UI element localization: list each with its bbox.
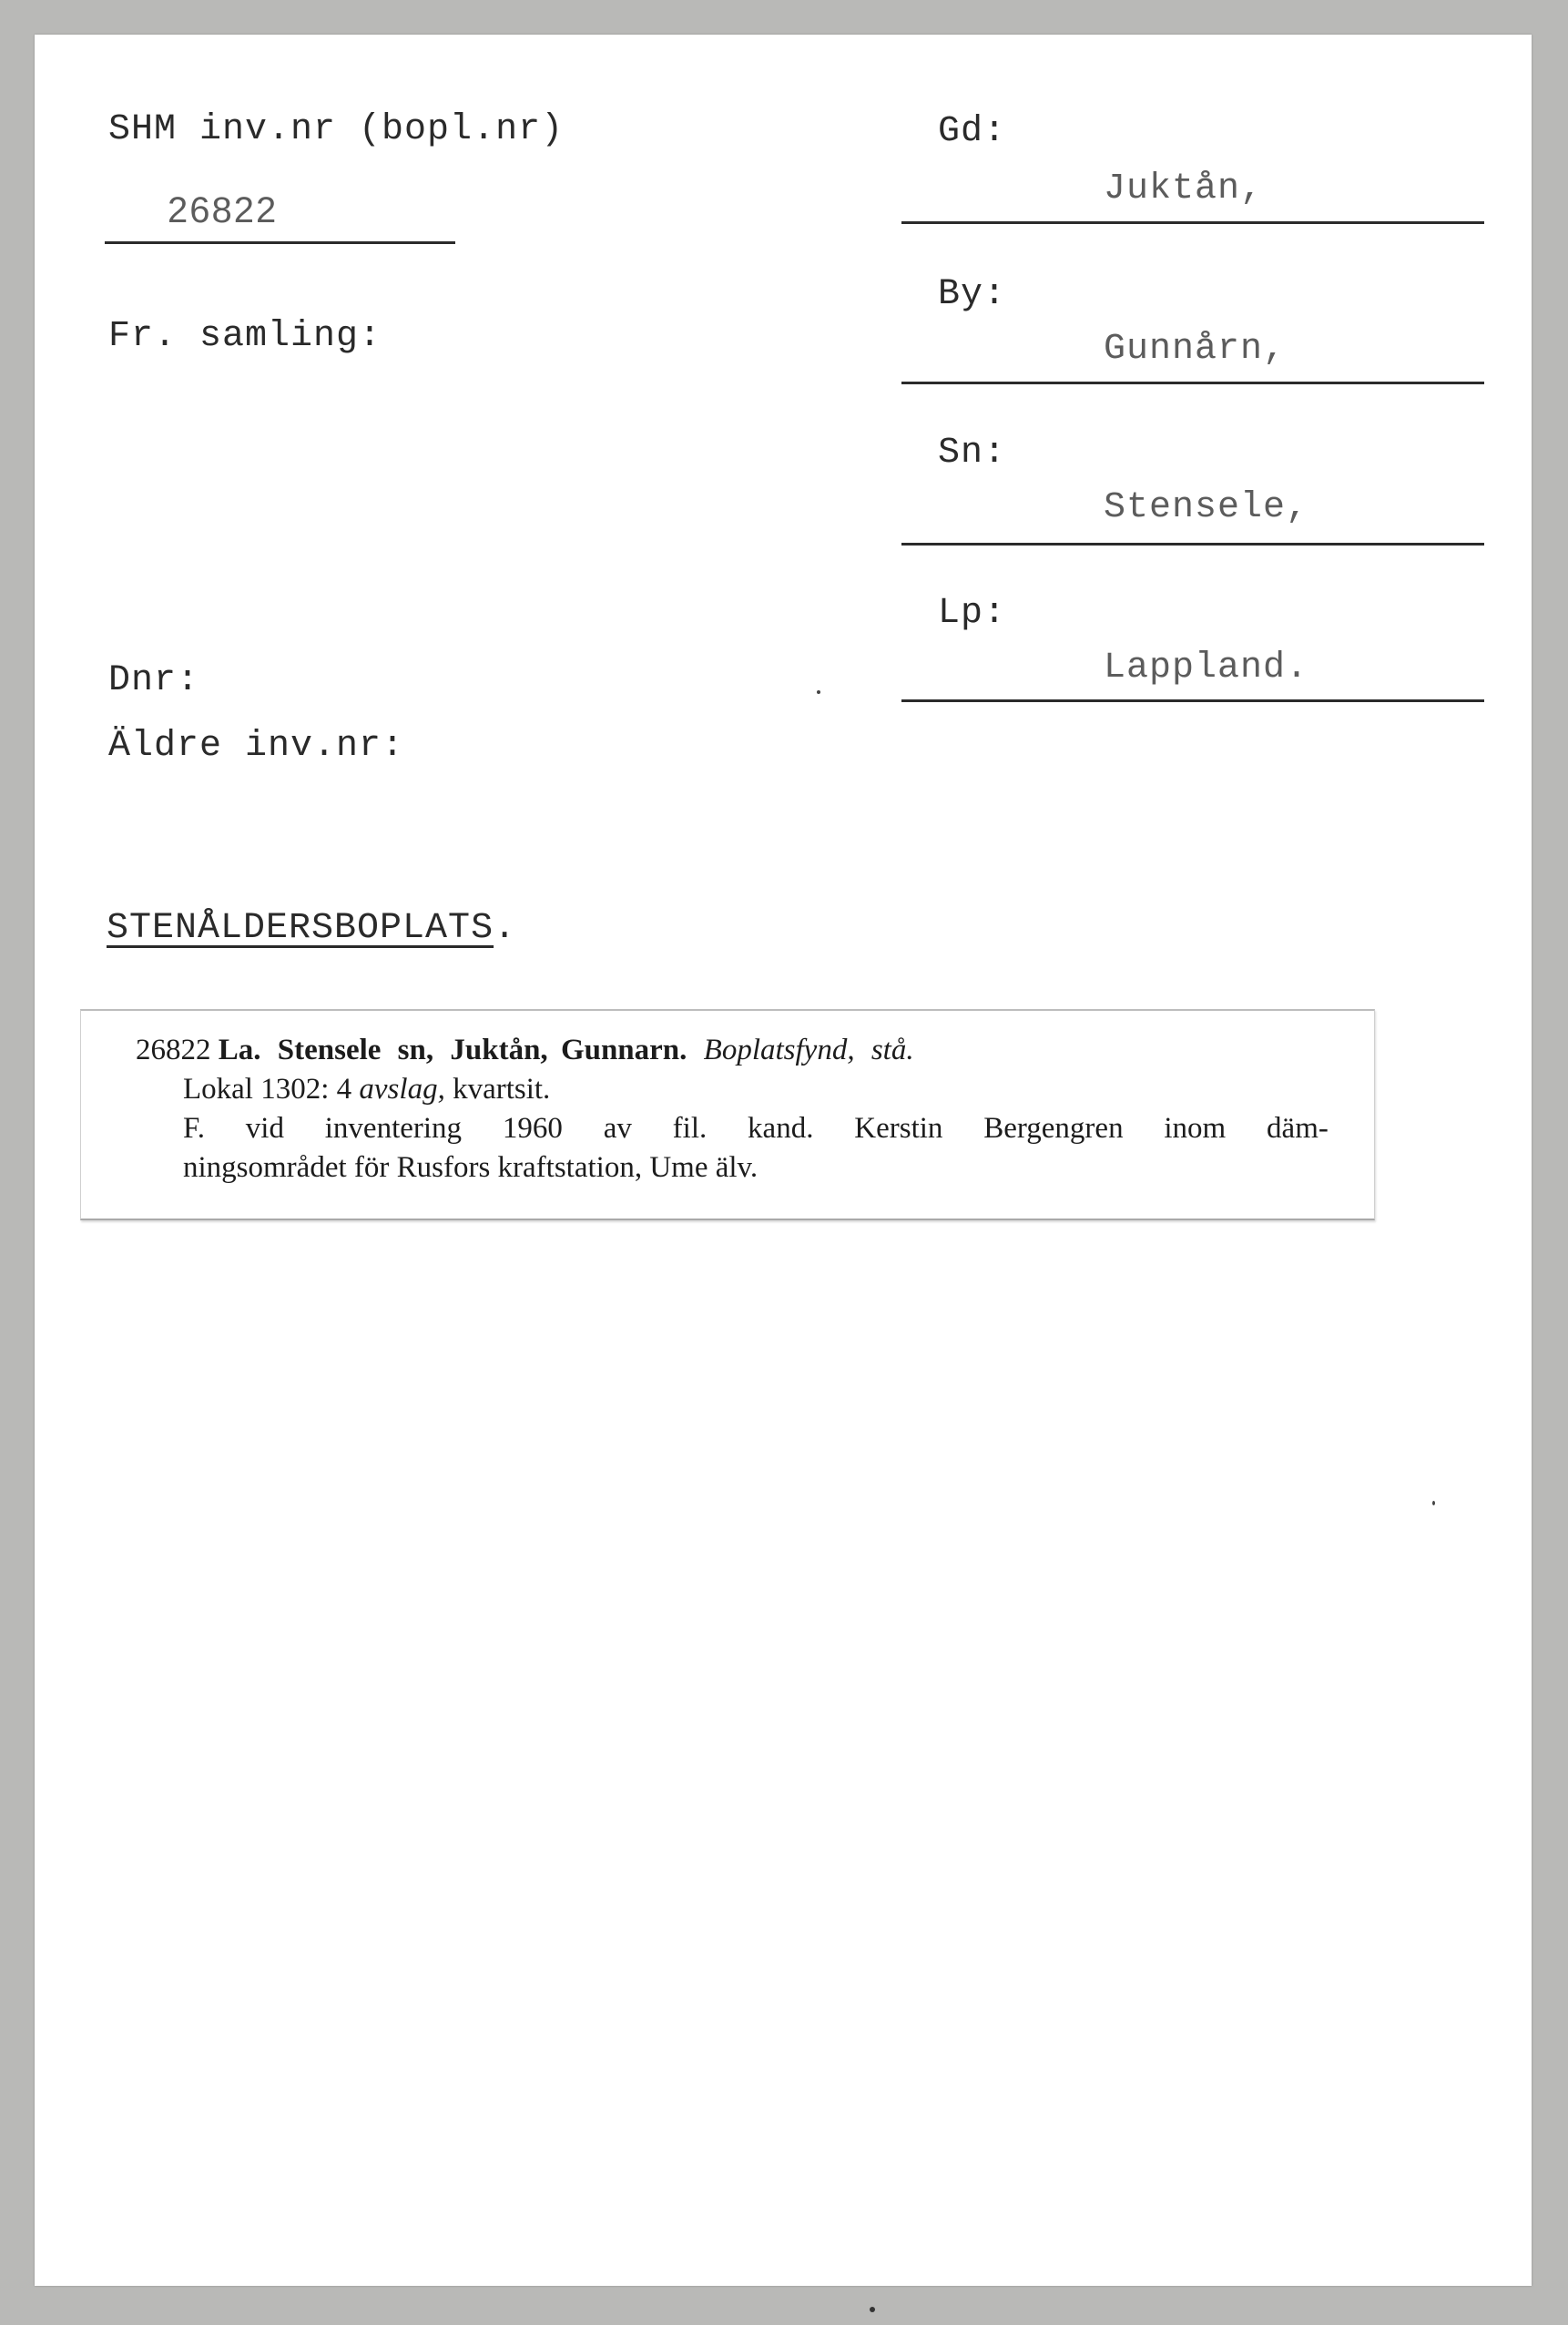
clipping-parish: Stensele xyxy=(277,1034,382,1066)
gd-underline xyxy=(901,221,1484,224)
stray-mark xyxy=(817,690,820,694)
clipping-word: inventering xyxy=(324,1112,463,1145)
sn-value: Stensele, xyxy=(1104,487,1309,528)
by-underline xyxy=(901,382,1484,384)
clipping-word: Bergengren xyxy=(983,1112,1124,1145)
clipping-object: avslag, xyxy=(359,1073,445,1106)
clipping-word: Kerstin xyxy=(854,1112,943,1145)
clipping-line-2 xyxy=(183,1070,1329,1109)
clipping-village: Gunnarn. xyxy=(560,1034,687,1066)
gd-value: Juktån, xyxy=(1104,168,1264,209)
sn-label: Sn: xyxy=(938,433,1007,474)
clipping-word: kand. xyxy=(748,1112,814,1145)
clipping-farm: Juktån, xyxy=(450,1034,548,1066)
fr-samling-label: Fr. samling: xyxy=(108,316,382,357)
clipping-material: kvartsit. xyxy=(453,1073,551,1106)
clipping-parish-abbr: sn, xyxy=(397,1034,434,1066)
category-heading xyxy=(107,908,517,949)
sn-underline xyxy=(901,543,1484,546)
inv-nr-underline xyxy=(105,241,455,244)
inv-nr-label: SHM inv.nr (bopl.nr) xyxy=(108,109,565,150)
clipping-number: 26822 xyxy=(136,1034,211,1066)
clipping-word: av xyxy=(603,1112,632,1145)
stray-mark xyxy=(870,2307,875,2312)
clipping-line-3 xyxy=(183,1109,1329,1148)
clipping-word: inom xyxy=(1164,1112,1227,1145)
clipping-word: vid xyxy=(245,1112,284,1145)
stray-mark xyxy=(1432,1501,1435,1505)
category-text: STENÅLDERSBOPLATS xyxy=(107,908,494,949)
clipping-line-4: ningsområdet för Rusfors kraftstation, Ume älv. xyxy=(183,1151,759,1184)
inv-nr-value: 26822 xyxy=(168,190,279,230)
clipping-text xyxy=(136,1031,1329,1188)
clipping-word: fil. xyxy=(672,1112,708,1145)
clipping-landscape: La. xyxy=(218,1034,261,1066)
clipping-word: F. xyxy=(183,1112,205,1145)
lp-label: Lp: xyxy=(938,593,1007,634)
lp-underline xyxy=(901,699,1484,702)
printed-clipping xyxy=(80,1009,1375,1220)
dnr-label: Dnr: xyxy=(108,660,200,701)
by-label: By: xyxy=(938,274,1007,315)
clipping-word: 1960 xyxy=(502,1112,563,1145)
clipping-find-status: stå. xyxy=(871,1034,914,1066)
by-value: Gunnårn, xyxy=(1104,329,1287,370)
clipping-locality: Lokal 1302: 4 xyxy=(183,1073,352,1106)
aldre-inv-nr-label: Äldre inv.nr: xyxy=(108,726,405,767)
lp-value: Lappland. xyxy=(1104,648,1309,688)
clipping-line-1 xyxy=(136,1031,1329,1070)
gd-label: Gd: xyxy=(938,111,1007,152)
clipping-find-type: Boplatsfynd, xyxy=(703,1034,855,1066)
clipping-word: däm- xyxy=(1267,1112,1329,1145)
category-period: . xyxy=(494,908,517,949)
